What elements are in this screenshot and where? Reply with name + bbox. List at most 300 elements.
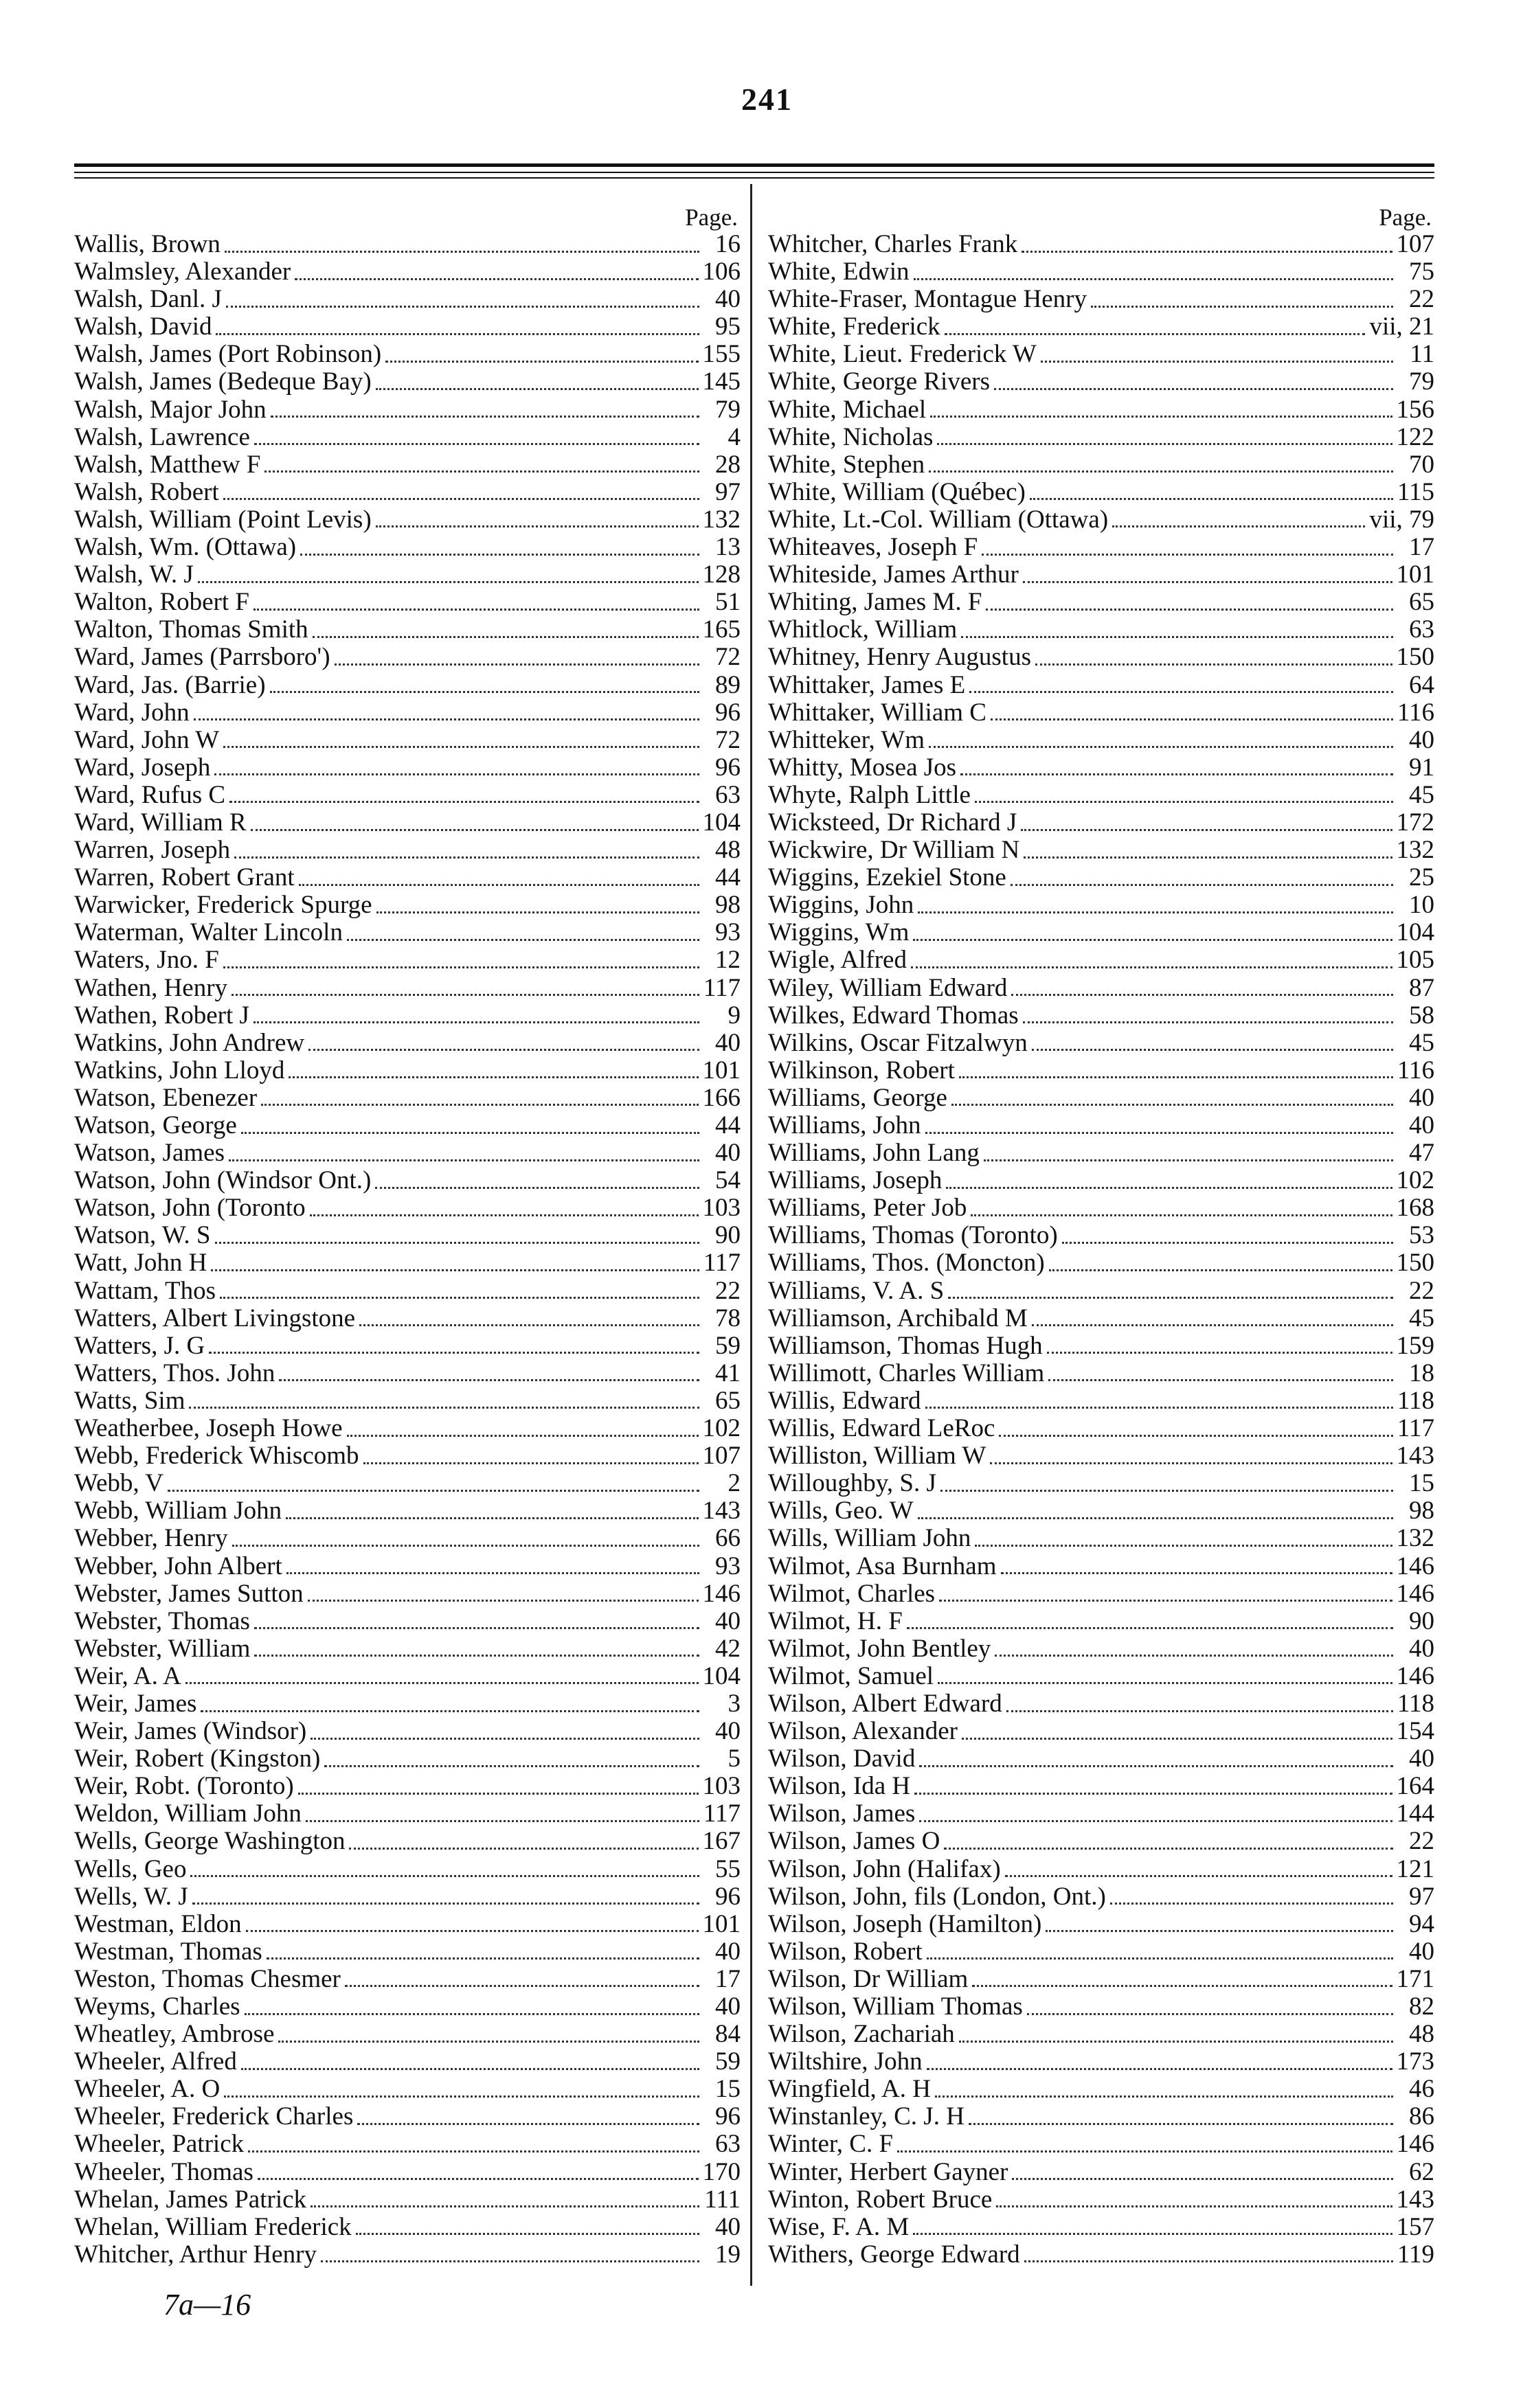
entry-name: Wilson, David — [768, 1745, 916, 1773]
dot-leader — [192, 1902, 699, 1905]
entry-name: Watters, J. G — [74, 1332, 205, 1360]
index-entry — [74, 616, 741, 644]
header-rule-thin-2 — [74, 177, 1434, 179]
entry-page: 132 — [1396, 1525, 1434, 1553]
entry-name: Whitcher, Charles Frank — [768, 231, 1018, 258]
index-entry — [768, 1387, 1434, 1415]
entry-name: Wathen, Henry — [74, 974, 228, 1002]
dot-leader — [232, 1545, 699, 1547]
right-column — [768, 205, 1434, 2269]
dot-leader — [347, 939, 699, 941]
index-entry — [74, 2048, 741, 2076]
entry-name: Whyte, Ralph Little — [768, 781, 971, 809]
index-entry — [768, 754, 1434, 782]
entry-name: Wilson, Ida H — [768, 1773, 911, 1801]
entry-name: Wilkins, Oscar Fitzalwyn — [768, 1029, 1028, 1057]
dot-leader — [959, 1076, 1393, 1078]
entry-page: 128 — [702, 561, 741, 589]
entry-name: Westman, Eldon — [74, 1910, 242, 1938]
index-entry — [74, 2186, 741, 2214]
dot-leader — [356, 2233, 699, 2235]
index-entry — [74, 1057, 741, 1084]
entry-page: 2 — [727, 1470, 741, 1498]
entry-page: 96 — [715, 1883, 741, 1911]
entry-name: White, Lt.-Col. William (Ottawa) — [768, 506, 1109, 534]
dot-leader — [223, 966, 699, 968]
entry-page: 93 — [715, 919, 741, 947]
index-entry — [768, 506, 1434, 534]
index-entry — [768, 672, 1434, 699]
entry-page: 45 — [1409, 1304, 1434, 1332]
dot-leader — [975, 1545, 1392, 1547]
entry-name: Wilson, John, fils (London, Ont.) — [768, 1883, 1106, 1911]
index-entry — [74, 864, 741, 891]
index-entry — [768, 1938, 1434, 1966]
dot-leader — [982, 554, 1393, 556]
entry-page: 42 — [715, 1635, 741, 1663]
dot-leader — [927, 2068, 1392, 2070]
entry-name: Ward, Joseph — [74, 753, 211, 782]
entry-page: 22 — [715, 1277, 741, 1305]
entry-name: White-Fraser, Montague Henry — [768, 286, 1087, 314]
index-entry — [768, 1167, 1434, 1194]
entry-page: 118 — [1397, 1690, 1434, 1718]
entry-page: 132 — [702, 506, 741, 534]
entry-name: Williams, John — [768, 1112, 921, 1139]
index-entry — [74, 1635, 741, 1663]
index-entry — [768, 1030, 1434, 1057]
index-entry — [74, 1800, 741, 1828]
entry-name: Whiteaves, Joseph F — [768, 534, 978, 562]
entry-page: 154 — [1396, 1718, 1434, 1746]
dot-leader — [324, 1765, 699, 1767]
dot-leader — [251, 829, 699, 831]
entry-page: 44 — [715, 864, 741, 892]
left-column-header: Page. — [685, 204, 738, 231]
index-entry — [768, 1580, 1434, 1608]
entry-page: 53 — [1409, 1222, 1434, 1250]
index-entry — [74, 1773, 741, 1800]
entry-name: Whittaker, William C — [768, 698, 986, 727]
dot-leader — [299, 884, 699, 886]
entry-name: Weyms, Charles — [74, 1993, 240, 2021]
entry-name: White, Michael — [768, 396, 927, 424]
entry-page: 12 — [715, 946, 741, 975]
dot-leader — [1030, 498, 1393, 500]
index-entry — [74, 699, 741, 727]
index-entry — [74, 1470, 741, 1497]
entry-name: Williams, George — [768, 1084, 947, 1112]
index-entry — [74, 1745, 741, 1773]
entry-page: 40 — [1409, 726, 1434, 754]
dot-leader — [335, 663, 699, 666]
entry-name: White, Nicholas — [768, 423, 934, 451]
entry-page: 90 — [1409, 1607, 1434, 1635]
dot-leader — [1024, 856, 1392, 859]
entry-page: 132 — [1396, 837, 1434, 865]
index-entry — [74, 672, 741, 699]
entry-page: 146 — [702, 1580, 741, 1608]
entry-page: 156 — [1396, 396, 1434, 424]
index-entry — [74, 396, 741, 424]
entry-page: 17 — [715, 1965, 741, 1993]
entry-name: Ward, William R — [74, 808, 247, 837]
dot-leader — [940, 1490, 1393, 1492]
dot-leader — [306, 1820, 699, 1822]
entry-name: Wells, W. J — [74, 1883, 188, 1911]
index-entry — [768, 258, 1434, 286]
dot-leader — [349, 1848, 698, 1850]
entry-name: Walsh, James (Bedeque Bay) — [74, 368, 372, 396]
entry-name: Webber, John Albert — [74, 1552, 282, 1580]
entry-name: Watters, Albert Livingstone — [74, 1304, 356, 1332]
entry-page: 143 — [1396, 2185, 1434, 2214]
dot-leader — [929, 746, 1393, 748]
dot-leader — [1027, 2013, 1393, 2015]
entry-name: Wheeler, Patrick — [74, 2131, 245, 2159]
dot-leader — [1006, 1710, 1393, 1712]
index-entry — [74, 1718, 741, 1745]
dot-leader — [278, 2041, 699, 2043]
left-entry-list — [74, 231, 741, 2269]
entry-name: Watson, W. S — [74, 1222, 211, 1250]
left-column — [74, 205, 741, 2269]
entry-name: Whelan, James Patrick — [74, 2185, 307, 2214]
dot-leader — [209, 1352, 699, 1354]
entry-page: 79 — [1409, 368, 1434, 396]
entry-name: Westman, Thomas — [74, 1938, 262, 1966]
entry-name: Walsh, David — [74, 313, 212, 341]
entry-page: 72 — [715, 644, 741, 672]
dot-leader — [914, 1793, 1392, 1795]
entry-page: 104 — [702, 808, 741, 837]
index-entry — [74, 2021, 741, 2048]
entry-name: Wiltshire, John — [768, 2048, 923, 2076]
entry-page: 40 — [715, 1718, 741, 1746]
entry-page: 102 — [702, 1415, 741, 1443]
index-entry — [74, 644, 741, 671]
dot-leader — [220, 1297, 699, 1299]
index-entry — [768, 479, 1434, 506]
dot-leader — [919, 1765, 1393, 1767]
entry-name: Williston, William W — [768, 1442, 986, 1470]
entry-page: 17 — [1409, 534, 1434, 562]
dot-leader — [1021, 829, 1392, 831]
index-entry — [768, 1718, 1434, 1745]
entry-page: 28 — [715, 451, 741, 479]
index-entry — [74, 1167, 741, 1194]
index-entry — [768, 864, 1434, 891]
dot-leader — [345, 1985, 699, 1987]
entry-name: White, Frederick — [768, 313, 940, 341]
entry-name: Wheeler, A. O — [74, 2076, 221, 2104]
dot-leader — [363, 1462, 699, 1464]
entry-page: 155 — [702, 341, 741, 369]
index-entry — [768, 2076, 1434, 2103]
entry-name: Weldon, William John — [74, 1800, 302, 1828]
dot-leader — [1032, 1049, 1393, 1051]
index-entry — [768, 1277, 1434, 1305]
dot-leader — [994, 388, 1393, 390]
index-entry — [768, 809, 1434, 837]
entry-page: 98 — [715, 891, 741, 920]
dot-leader — [1062, 1242, 1393, 1244]
index-entry — [768, 1497, 1434, 1525]
index-entry — [74, 1194, 741, 1222]
index-entry — [768, 1415, 1434, 1442]
entry-name: Walsh, James (Port Robinson) — [74, 341, 382, 369]
index-entry — [768, 919, 1434, 946]
index-entry — [74, 1112, 741, 1139]
index-entry — [768, 1442, 1434, 1470]
index-entry — [74, 1856, 741, 1883]
entry-page: 59 — [715, 2048, 741, 2076]
dot-leader — [223, 746, 699, 748]
entry-page: 104 — [1396, 919, 1434, 947]
index-entry — [74, 1305, 741, 1332]
entry-name: Wilkes, Edward Thomas — [768, 1001, 1019, 1030]
index-entry — [768, 837, 1434, 864]
dot-leader — [1035, 663, 1392, 666]
entry-name: Walton, Robert F — [74, 589, 249, 617]
dot-leader — [229, 1159, 699, 1161]
dot-leader — [223, 498, 699, 500]
entry-page: 25 — [1409, 864, 1434, 892]
entry-name: Walsh, Robert — [74, 478, 219, 506]
entry-name: Williams, Thos. (Moncton) — [768, 1249, 1045, 1277]
entry-page: 48 — [715, 837, 741, 865]
entry-page: 40 — [1409, 1112, 1434, 1139]
dot-leader — [295, 278, 698, 280]
entry-page: 22 — [1409, 1828, 1434, 1856]
entry-name: Williams, John Lang — [768, 1139, 980, 1168]
dot-leader — [232, 994, 699, 996]
dot-leader — [190, 1875, 699, 1877]
entry-name: Watkins, John Andrew — [74, 1029, 305, 1057]
header-rule-thin — [74, 172, 1434, 173]
index-entry — [768, 2159, 1434, 2186]
index-entry — [74, 424, 741, 451]
entry-name: Watt, John H — [74, 1249, 207, 1277]
index-entry — [768, 1883, 1434, 1911]
dot-leader — [1005, 1875, 1392, 1877]
dot-leader — [286, 1572, 699, 1574]
index-entry — [768, 1911, 1434, 1938]
index-entry — [768, 727, 1434, 754]
entry-page: 16 — [715, 231, 741, 258]
index-entry — [74, 341, 741, 368]
entry-name: Ward, Jas. (Barrie) — [74, 671, 266, 699]
entry-page: 117 — [1397, 1415, 1434, 1443]
entry-name: Wiggins, Wm — [768, 919, 910, 947]
entry-name: Wilson, John (Halifax) — [768, 1855, 1001, 1883]
dot-leader — [248, 2150, 699, 2153]
entry-name: Wilmot, John Bentley — [768, 1635, 991, 1663]
dot-leader — [279, 1379, 699, 1381]
index-entry — [768, 1525, 1434, 1552]
entry-page: 96 — [715, 753, 741, 782]
index-entry — [74, 1002, 741, 1030]
index-entry — [74, 561, 741, 589]
entry-page: 4 — [727, 423, 741, 451]
dot-leader — [376, 911, 699, 913]
entry-page: 173 — [1396, 2048, 1434, 2076]
entry-name: Wheeler, Thomas — [74, 2158, 253, 2186]
index-entry — [768, 286, 1434, 313]
index-entry — [74, 1497, 741, 1525]
index-entry — [768, 341, 1434, 368]
entry-name: Waterman, Walter Lincoln — [74, 919, 343, 947]
entry-name: Winter, Herbert Gayner — [768, 2158, 1008, 2186]
index-entry — [74, 1387, 741, 1415]
entry-page: 96 — [715, 2103, 741, 2131]
dot-leader — [929, 470, 1393, 473]
entry-page: 19 — [715, 2240, 741, 2269]
entry-page: 122 — [1396, 423, 1434, 451]
dot-leader — [254, 1627, 699, 1629]
entry-page: 18 — [1409, 1359, 1434, 1387]
entry-page: 172 — [1396, 808, 1434, 837]
dot-leader — [1110, 1902, 1393, 1905]
entry-page: 22 — [1409, 1277, 1434, 1305]
entry-name: Williams, V. A. S — [768, 1277, 945, 1305]
index-entry — [74, 231, 741, 258]
entry-name: Ward, John — [74, 698, 190, 727]
index-entry — [74, 1690, 741, 1718]
dot-leader — [286, 1517, 698, 1519]
entry-name: Winstanley, C. J. H — [768, 2103, 965, 2131]
dot-leader — [972, 1985, 1392, 1987]
entry-name: Wheeler, Alfred — [74, 2048, 237, 2076]
dot-leader — [168, 1490, 699, 1492]
index-entry — [74, 313, 741, 341]
entry-name: Wilson, Dr William — [768, 1965, 969, 1993]
dot-leader — [308, 1049, 699, 1051]
dot-leader — [271, 416, 699, 418]
entry-page: 146 — [1396, 2131, 1434, 2159]
entry-page: 93 — [715, 1552, 741, 1580]
entry-name: Wilson, Zachariah — [768, 2021, 955, 2049]
dot-leader — [927, 1957, 1393, 1960]
entry-page: 90 — [715, 1222, 741, 1250]
dot-leader — [270, 691, 699, 693]
index-entry — [768, 1305, 1434, 1332]
entry-page: 164 — [1396, 1773, 1434, 1801]
dot-leader — [194, 718, 699, 720]
entry-page: 98 — [1409, 1497, 1434, 1525]
entry-name: Walmsley, Alexander — [74, 258, 291, 286]
dot-leader — [1011, 884, 1393, 886]
entry-page: 145 — [702, 368, 741, 396]
dot-leader — [185, 1682, 699, 1684]
entry-name: Walsh, Danl. J — [74, 286, 222, 314]
index-entry — [74, 506, 741, 534]
index-entry — [74, 534, 741, 561]
dot-leader — [300, 554, 699, 556]
dot-leader — [225, 251, 699, 253]
dot-leader — [1023, 1021, 1393, 1023]
entry-page: 78 — [715, 1304, 741, 1332]
dot-leader — [913, 939, 1392, 941]
entry-name: Wilkinson, Robert — [768, 1056, 955, 1084]
entry-name: Weatherbee, Joseph Howe — [74, 1415, 343, 1443]
entry-page: 101 — [702, 1056, 741, 1084]
index-entry — [74, 1139, 741, 1167]
index-entry — [768, 644, 1434, 671]
dot-leader — [313, 636, 699, 638]
entry-name: Withers, George Edward — [768, 2240, 1020, 2269]
entry-page: 146 — [1396, 1580, 1434, 1608]
entry-page: 55 — [715, 1855, 741, 1883]
dot-leader — [1032, 1324, 1393, 1326]
dot-leader — [961, 636, 1393, 638]
page-number: 241 — [741, 82, 793, 117]
dot-leader — [234, 856, 699, 859]
entry-name: Willis, Edward LeRoc — [768, 1415, 995, 1443]
dot-leader — [1112, 525, 1365, 527]
entry-name: Wilson, Robert — [768, 1938, 923, 1966]
entry-page: 46 — [1409, 2076, 1434, 2104]
dot-leader — [1012, 2178, 1393, 2180]
entry-name: Wells, Geo — [74, 1855, 187, 1883]
index-entry — [74, 368, 741, 396]
dot-leader — [258, 2178, 699, 2180]
entry-page: 9 — [727, 1001, 741, 1030]
entry-name: Wilson, Albert Edward — [768, 1690, 1002, 1718]
entry-name: Webb, William John — [74, 1497, 282, 1525]
index-entry — [768, 2131, 1434, 2158]
entry-name: Walsh, W. J — [74, 561, 194, 589]
dot-leader — [298, 1793, 699, 1795]
entry-page: 5 — [727, 1745, 741, 1773]
dot-leader — [935, 2095, 1393, 2098]
index-entry — [74, 1938, 741, 1966]
entry-name: Ward, James (Parrsboro') — [74, 644, 330, 672]
dot-leader — [1001, 1572, 1392, 1574]
dot-leader — [1041, 361, 1393, 363]
entry-page: 116 — [1397, 698, 1434, 727]
dot-leader — [376, 388, 699, 390]
entry-page: 116 — [1397, 1056, 1434, 1084]
dot-leader — [897, 2150, 1392, 2153]
index-entry — [768, 1856, 1434, 1883]
entry-page: 146 — [1396, 1552, 1434, 1580]
dot-leader — [946, 1187, 1392, 1189]
dot-leader — [918, 911, 1393, 913]
dot-leader — [914, 278, 1393, 280]
entry-name: White, William (Québec) — [768, 478, 1026, 506]
entry-page: 15 — [715, 2076, 741, 2104]
index-entry — [768, 1112, 1434, 1139]
entry-name: Webster, Thomas — [74, 1607, 250, 1635]
index-entry — [768, 1222, 1434, 1249]
index-entry — [768, 1608, 1434, 1635]
index-entry — [768, 1663, 1434, 1690]
index-entry — [74, 1249, 741, 1277]
entry-name: Wicksteed, Dr Richard J — [768, 808, 1017, 837]
index-entry — [74, 975, 741, 1002]
entry-name: Ward, Rufus C — [74, 781, 226, 809]
entry-name: Willis, Edward — [768, 1387, 921, 1415]
entry-page: vii, 21 — [1369, 313, 1434, 341]
entry-name: Waters, Jno. F — [74, 946, 219, 975]
index-entry — [768, 1773, 1434, 1800]
entry-page: 115 — [1397, 478, 1434, 506]
entry-page: 82 — [1409, 1993, 1434, 2021]
index-entry — [74, 1084, 741, 1112]
dot-leader — [984, 1159, 1393, 1161]
entry-page: 111 — [704, 2185, 741, 2214]
